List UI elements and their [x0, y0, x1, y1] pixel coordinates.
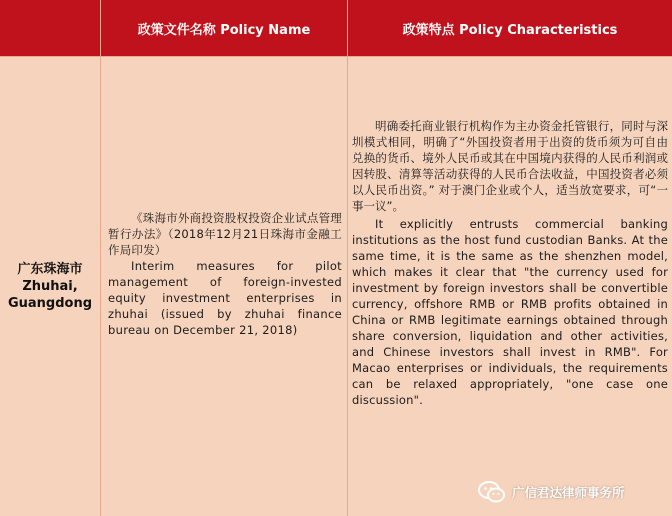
column-divider: [347, 0, 348, 516]
header-policy-characteristics: 政策特点 Policy Characteristics: [402, 22, 618, 38]
policy-name-zh: 《珠海市外商投资股权投资企业试点管理暂行办法》（2018年12月21日珠海市金融工作局印发）: [108, 211, 342, 257]
header-policy-name: 政策文件名称 Policy Name: [137, 22, 311, 38]
policy-characteristics-zh: 明确委托商业银行机构作为主办资金托管银行，同时与深圳模式相同，明确了“外国投资者用于出资的货币须为可自由兑换的货币、境外人民币或其在中国境内获得的人民币利润或因转股、清算等活动获得的人民币合法收益，中国投资者必须以人民币出资。” 对于澳门企业或个人，适当放宽要求，可“一事一议”。: [352, 119, 668, 213]
column-divider: [100, 0, 101, 516]
wechat-icon: [478, 480, 506, 504]
region-name-en-line2: Guangdong: [7, 296, 93, 311]
policy-name-en: Interim measures for pilot management of foreign-invested equity investment enterprises in zhuhai (issued by zhuhai finance bureau on December 21, 2018): [108, 259, 342, 337]
policy-characteristics-en: It explicitly entrusts commercial banking institutions as the host fund custodian Banks. At the same time, it is the same as the shenzhen model, which makes it clear that "the currency used for investment by foreign investors shall be convertible currency, offshore RMB or RMB profits obtained in China or RMB legitimate earnings obtained through share conversion, liquidation and other activities, and Chinese investors shall invest in RMB". For Macao enterprises or individuals, the requirements can be relaxed appropriately, "one case one discussion".: [352, 217, 668, 407]
region-cell: [0, 57, 100, 516]
policy-characteristics-cell: [352, 118, 668, 408]
watermark: [478, 480, 625, 504]
header-divider: [0, 56, 672, 57]
region-name-zh: 广东珠海市: [17, 262, 83, 277]
region-name-en-line1: Zhuhai,: [22, 279, 78, 294]
policy-name-cell: [108, 210, 342, 338]
watermark-text: 广信君达律师事务所: [512, 485, 625, 500]
